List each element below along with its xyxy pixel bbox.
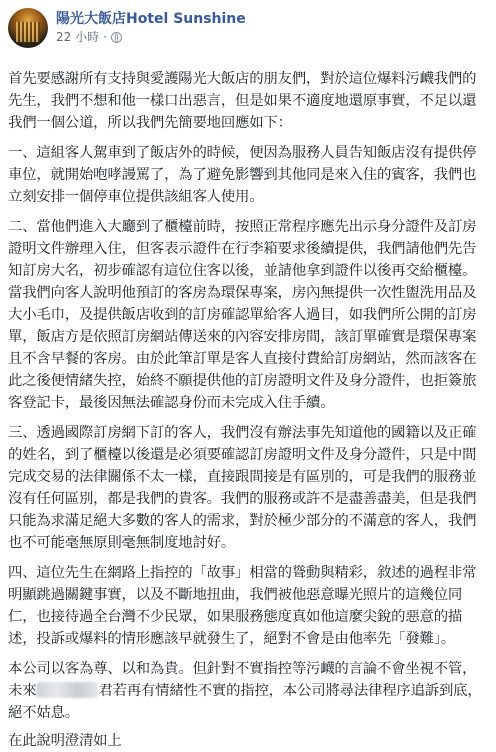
separator-dot: ·	[103, 30, 107, 44]
timestamp-row	[56, 28, 246, 46]
redacted-name	[36, 682, 98, 698]
page-name-link[interactable]: 陽光大飯店Hotel Sunshine	[56, 11, 246, 27]
paragraph-intro: 首先要感謝所有支持與愛護陽光大飯店的朋友們，對於這位爆料污衊我們的先生，我們不想和他一樣口出惡言，但是如果不適度地還原事實，不足以還我們一個公道，所以我們先簡要地回應如下：	[8, 71, 477, 131]
paragraph-point-1: 一、這組客人駕車到了飯店外的時候，便因為服務人員告知飯店沒有提供停車位，就開始咆哮謾罵了，為了避免影響到其他同是來入住的賓客，我們也立刻安排一個停車位提供該組客人使用。	[8, 145, 477, 205]
paragraph-statement	[8, 658, 488, 724]
statement-part-1: 本公司以客為尊、以和為貴。但針對不實指控等污衊的言論不會坐視不管，未來	[8, 661, 477, 699]
post-header	[8, 8, 488, 60]
paragraph-closing: 在此說明澄清如上	[8, 733, 122, 749]
paragraph-point-3: 三、透過國際訂房網下訂的客人，我們沒有辦法事先知道他的國籍以及正確的姓名，到了櫃檯以後還是必須要確認訂房證明文件及身分證件，只是中間完成交易的法律關係不太一樣，直接跟間接是有區別的，可是我們的服務並沒有任何區別，都是我們的貴客。我們的服務或許不是盡善盡美，但是我們只能為求滿足絕大多數的客人的需求，對於極少部分的不滿意的客人，我們也不可能毫無原則毫無制度地討好。	[8, 425, 477, 551]
paragraph-point-4: 四、這位先生在網路上指控的「故事」相當的聳動與精彩，敘述的過程非常明顯跳過關鍵事實，以及不斷地扭曲，我們被他惡意曝光照片的這幾位同仁，也接待過全台灣不少民眾，如果服務態度真如他這麼尖銳的惡意的描述，投訴或爆料的情形應該早就發生了，絕對不會是由他率先「發難」。	[8, 565, 477, 647]
post-timestamp[interactable]: 22 小時	[56, 30, 100, 44]
post-body	[8, 68, 488, 752]
paragraph-point-2: 二、當他們進入大廳到了櫃檯前時，按照正常程序應先出示身分證件及訂房證明文件辦理入住，但客表示證件在行李箱要求後續提供，我們請他們先告知訂房大名，初步確認有這位住客以後，並請他拿到證件以後再交給櫃檯。當我們向客人說明他預訂的客房為環保專案，房內無提供一次性盥洗用品及大小毛巾，及提供飯店收到的訂房確認單給客人過目，如我們所公開的訂房單，飯店方是依照訂房網站傳送來的內容安排房間，該訂單確實是環保專案且不含早餐的客房。由於此筆訂單是客人直接付費給訂房網站，然而該客在此之後便情緒失控，始終不願提供他的訂房證明文件及身分證件，也拒簽旅客登記卡，最後因無法確認身份而未完成入住手續。	[8, 219, 477, 411]
statement-part-2: 君若再有情緒性不實的指控，本公司將尋法律程序追訴到底，絕不姑息。	[8, 683, 482, 721]
post-meta	[56, 8, 246, 46]
globe-icon[interactable]	[111, 32, 122, 43]
page-avatar[interactable]	[8, 8, 48, 48]
